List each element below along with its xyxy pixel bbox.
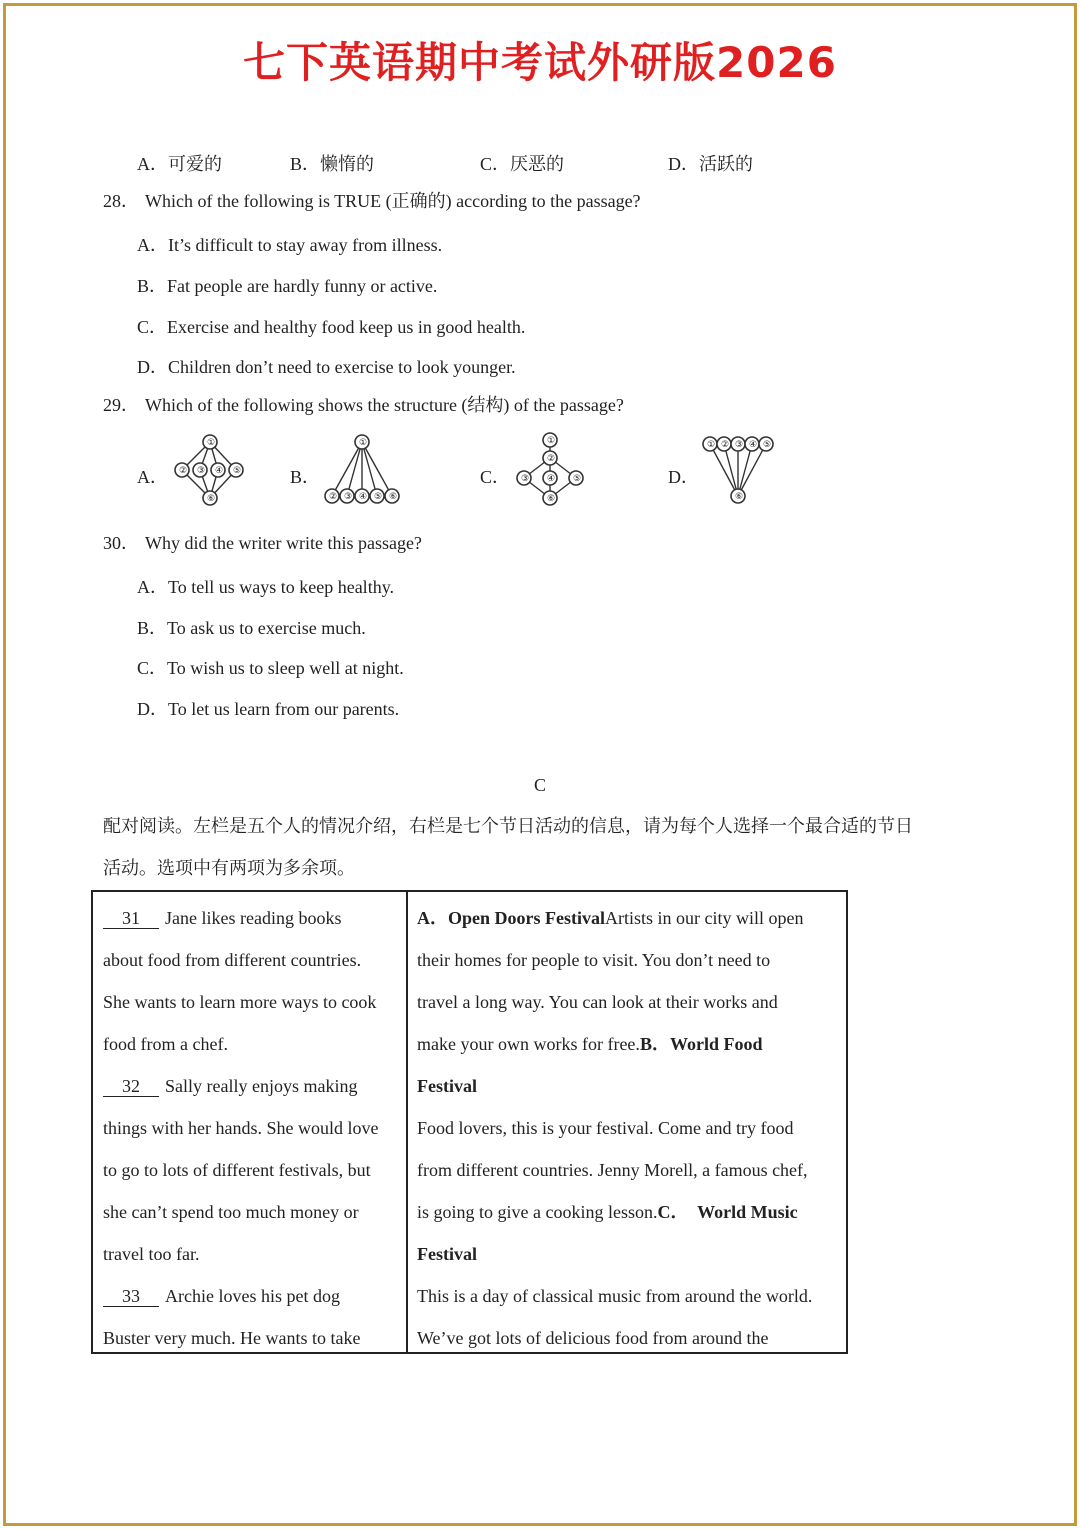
node-label: ⑥ <box>735 492 744 502</box>
option-text: 活跃的 <box>699 154 753 174</box>
person-text: about food from different countries. <box>103 950 362 970</box>
node-label: ④ <box>359 492 368 502</box>
option-letter: D． <box>137 699 168 719</box>
person-text: she can’t spend too much money or <box>103 1202 359 1222</box>
node-label: ⑥ <box>389 492 398 502</box>
festival-text: their homes for people to visit. You don’t need to <box>417 950 771 970</box>
person-32 <box>103 1065 401 1107</box>
option-letter: B． <box>290 154 321 174</box>
q27-option-a <box>137 150 222 176</box>
q29-option-b-letter: B． <box>290 467 321 487</box>
node-label: ③ <box>735 440 744 450</box>
left-column <box>103 897 401 1359</box>
festival-text: We’ve got lots of delicious food from around the <box>417 1328 769 1348</box>
q28-stem <box>103 190 641 212</box>
option-text: 懒惰的 <box>320 154 375 174</box>
q28-option-c <box>137 313 525 339</box>
node-label: ⑤ <box>374 492 383 502</box>
column-divider <box>406 892 408 1352</box>
section-c-instruction-2: 活动。选项中有两项为多余项。 <box>103 858 355 878</box>
option-text: Children don’t need to exercise to look younger. <box>168 357 516 377</box>
person-text: Sally really enjoys making <box>165 1076 358 1096</box>
option-text: To let us learn from our parents. <box>168 699 400 719</box>
structure-diagram-b <box>322 432 404 508</box>
node-label: ③ <box>197 466 206 476</box>
q27-option-d <box>668 150 753 176</box>
q28-option-b <box>137 272 437 298</box>
option-text: It’s difficult to stay away from illness. <box>168 235 443 255</box>
option-text: 可爱的 <box>168 154 222 174</box>
option-text: To wish us to sleep well at night. <box>167 658 404 678</box>
question-number: 28． <box>103 191 139 211</box>
person-text: Jane likes reading books <box>165 908 342 928</box>
person-text: Archie loves his pet dog <box>165 1286 340 1306</box>
structure-diagram-a <box>170 432 250 508</box>
node-label: ⑥ <box>547 494 556 504</box>
option-letter: B． <box>137 618 168 638</box>
question-text: Which of the following shows the structure (结构) of the passage? <box>145 395 624 415</box>
node-label: ② <box>721 440 730 450</box>
q28-option-d <box>137 353 516 379</box>
matching-table <box>91 890 848 1354</box>
question-number: 29． <box>103 395 139 415</box>
node-label: ① <box>359 438 368 448</box>
node-label: ⑤ <box>763 440 772 450</box>
option-letter: A． <box>137 235 168 255</box>
festival-text: Food lovers, this is your festival. Come and try food <box>417 1118 794 1138</box>
option-text: To ask us to exercise much. <box>167 618 366 638</box>
q30-option-a <box>137 573 394 599</box>
q28-option-a <box>137 231 442 257</box>
q30-option-b <box>137 614 366 640</box>
q29-stem <box>103 394 624 416</box>
festival-text: travel a long way. You can look at their works and <box>417 992 778 1012</box>
node-label: ③ <box>521 474 530 484</box>
option-letter: D． <box>137 357 168 377</box>
festival-text: from different countries. Jenny Morell, a famous chef, <box>417 1160 808 1180</box>
q29-option-a-letter: A． <box>137 467 168 487</box>
question-number: 30． <box>103 533 139 553</box>
answer-blank-31[interactable]: 31 <box>103 908 159 929</box>
section-c-instruction-1: 配对阅读。左栏是五个人的情况介绍，右栏是七个节日活动的信息，请为每个人选择一个最合适的节日 <box>103 816 913 836</box>
option-letter: A． <box>137 154 168 174</box>
festival-text: This is a day of classical music from around the world. <box>417 1286 813 1306</box>
node-label: ③ <box>344 492 353 502</box>
option-letter: C． <box>137 317 168 337</box>
node-label: ② <box>547 454 556 464</box>
q29-option-c-letter: C． <box>480 467 511 487</box>
node-label: ④ <box>547 474 556 484</box>
q30-stem <box>103 532 422 554</box>
q27-option-b <box>290 150 374 176</box>
option-text: Exercise and healthy food keep us in good health. <box>167 317 526 337</box>
festival-text: Artists in our city will open <box>605 908 804 928</box>
person-text: She wants to learn more ways to cook <box>103 992 377 1012</box>
page-title: 七下英语期中考试外研版2026 <box>243 38 837 87</box>
person-text: to go to lots of different festivals, but <box>103 1160 371 1180</box>
option-letter: C． <box>137 658 168 678</box>
festival-b-title-cont: Festival <box>417 1076 477 1096</box>
structure-diagram-c <box>510 430 590 508</box>
option-letter: D． <box>668 154 699 174</box>
answer-blank-33[interactable]: 33 <box>103 1286 159 1307</box>
person-31 <box>103 897 401 939</box>
festival-text: make your own works for free. <box>417 1034 640 1054</box>
person-text: Buster very much. He wants to take <box>103 1328 361 1348</box>
node-label: ④ <box>215 466 224 476</box>
q29-option-d-letter: D． <box>668 467 699 487</box>
option-text: Fat people are hardly funny or active. <box>167 276 438 296</box>
question-text: Why did the writer write this passage? <box>145 533 422 553</box>
node-label: ① <box>207 438 216 448</box>
answer-blank-32[interactable]: 32 <box>103 1076 159 1097</box>
festival-a-title: A．Open Doors Festival <box>417 908 605 928</box>
option-letter: B． <box>137 276 168 296</box>
right-column <box>417 897 845 1359</box>
option-letter: C． <box>480 154 511 174</box>
node-label: ② <box>179 466 188 476</box>
node-label: ⑤ <box>573 474 582 484</box>
node-label: ① <box>547 436 556 446</box>
node-label: ② <box>329 492 338 502</box>
festival-b-line <box>417 1023 845 1065</box>
festival-b-title: B．World Food <box>639 1034 763 1054</box>
node-label: ⑥ <box>207 494 216 504</box>
person-text: things with her hands. She would love <box>103 1118 379 1138</box>
festival-c-line <box>417 1191 845 1233</box>
question-text: Which of the following is TRUE (正确的) according to the passage? <box>145 191 641 211</box>
q30-option-d <box>137 695 399 721</box>
festival-c-title-cont: Festival <box>417 1244 477 1264</box>
festival-a-line <box>417 897 845 939</box>
q27-option-c <box>480 150 564 176</box>
node-label: ④ <box>749 440 758 450</box>
structure-diagram-d <box>700 432 780 508</box>
option-letter: A． <box>137 577 168 597</box>
option-text: To tell us ways to keep healthy. <box>168 577 395 597</box>
section-c-label: C <box>533 775 546 795</box>
person-text: food from a chef. <box>103 1034 228 1054</box>
node-label: ⑤ <box>233 466 242 476</box>
person-text: travel too far. <box>103 1244 200 1264</box>
festival-c-title: C． World Music <box>657 1202 798 1222</box>
node-label: ① <box>707 440 716 450</box>
person-33 <box>103 1275 401 1317</box>
option-text: 厌恶的 <box>510 154 565 174</box>
q30-option-c <box>137 654 404 680</box>
festival-text: is going to give a cooking lesson. <box>417 1202 658 1222</box>
